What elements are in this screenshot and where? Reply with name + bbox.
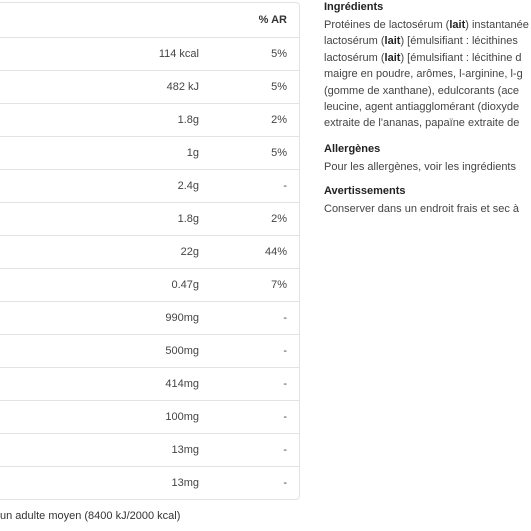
nutrition-row [0,400,299,433]
allergen-highlight: lait [384,51,401,64]
warnings-title: Avertissements [324,185,406,198]
ingredients-title: Ingrédients [324,1,384,13]
nutrition-ar: - [283,477,287,489]
allergen-highlight: lait [449,19,466,31]
nutrition-row [0,268,299,301]
nutrition-header-row [0,3,299,37]
nutrition-amount: 100mg [165,411,199,423]
nutrition-row [0,466,299,499]
nutrition-amount: 414mg [165,378,199,390]
nutrition-amount: 0.47g [171,279,199,291]
warnings-section [324,184,531,217]
nutrition-row [0,334,299,367]
nutrition-amount: 1g [186,147,199,159]
nutrition-row [0,202,299,235]
nutrition-ar: 2% [271,114,287,126]
nutrition-row [0,367,299,400]
nutrition-amount: 482 kJ [166,81,199,93]
nutrition-row [0,235,299,268]
nutrition-ar: - [283,444,287,456]
allergen-highlight: lait [384,35,401,48]
nutrition-ar: - [283,378,287,390]
nutrition-ar: 5% [271,147,287,159]
nutrition-ar: 2% [271,213,287,225]
nutrition-row [0,433,299,466]
nutrition-row [0,136,299,169]
nutrition-amount: 2.4g [177,180,199,192]
nutrition-ar: - [283,345,287,357]
ingredients-line: Protéines de lactosérum (lait) instantanée [324,19,529,31]
allergens-section [324,142,531,175]
nutrition-amount: 1.8g [177,213,199,225]
ingredients-line: leucine, agent antiagglomérant (dioxyde [324,101,520,114]
nutrition-amount: 22g [180,246,199,258]
nutrition-row [0,169,299,202]
allergens-title: Allergènes [324,142,381,155]
nutrition-amount: 1.8g [177,114,199,126]
nutrition-row [0,103,299,136]
nutrition-ar: - [283,411,287,423]
nutrition-amount: 114 kcal [158,48,199,60]
ingredients-line: lactosérum (lait) [émulsifiant : lécithine d [324,51,522,64]
nutrition-row [0,70,299,103]
nutrition-amount: 13mg [171,477,199,489]
nutrition-ar: 5% [271,81,287,93]
nutrition-amount: 13mg [171,444,199,456]
allergens-text: Pour les allergènes, voir les ingrédients [324,160,516,173]
nutrition-row [0,37,299,70]
ingredients-line: extraite de l'ananas, papaïne extraite de [324,117,520,130]
ar-column-header: % AR [258,14,287,26]
nutrition-ar: 7% [271,279,287,291]
ingredients-line: maigre en poudre, arômes, l-arginine, l-g [324,68,523,81]
nutrition-amount: 990mg [165,312,199,324]
nutrition-table [0,2,300,500]
nutrition-row [0,301,299,334]
product-info-panel [324,0,531,218]
ingredients-text [324,17,531,132]
nutrition-ar: - [283,180,287,192]
nutrition-footnote: un adulte moyen (8400 kJ/2000 kcal) [0,510,181,522]
nutrition-ar: 5% [271,48,287,60]
nutrition-amount: 500mg [165,345,199,357]
nutrition-ar: 44% [264,246,287,258]
ingredients-line: lactosérum (lait) [émulsifiant : lécithines [324,35,518,48]
ingredients-line: (gomme de xanthane), edulcorants (ace [324,84,520,97]
warnings-text: Conserver dans un endroit frais et sec à [324,203,520,216]
nutrition-ar: - [283,312,287,324]
ingredients-section [324,0,531,132]
